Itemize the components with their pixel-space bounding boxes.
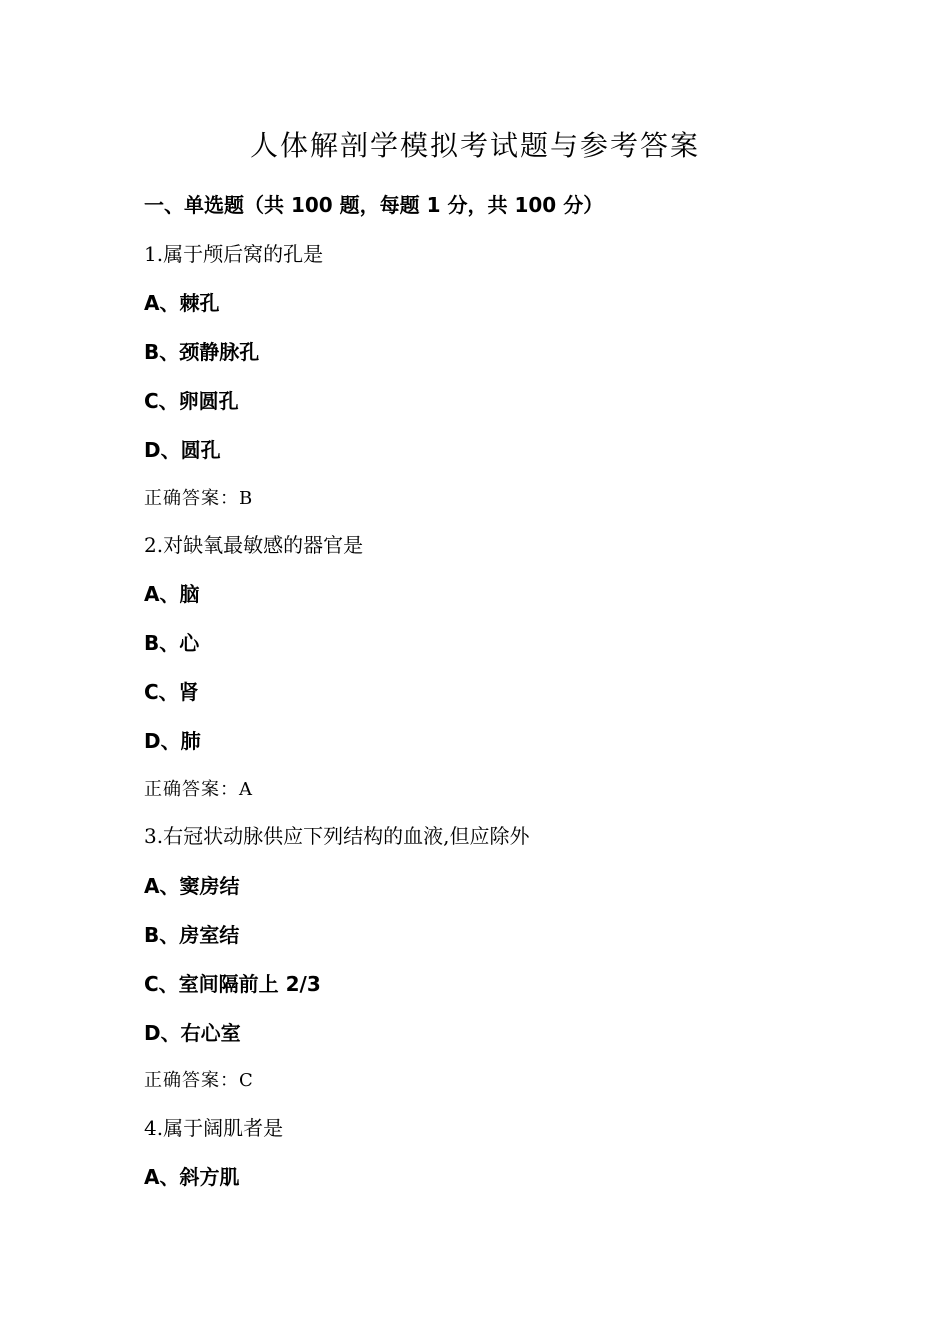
option-a: A、窦房结: [144, 874, 240, 898]
option-c: C、室间隔前上 2/3: [144, 972, 321, 996]
question-stem: 1.属于颅后窝的孔是: [144, 242, 324, 266]
option-a: A、脑: [144, 582, 200, 606]
correct-answer: 正确答案：C: [144, 1070, 254, 1091]
option-b: B、颈静脉孔: [144, 340, 260, 364]
option-b: B、心: [144, 631, 200, 655]
option-c: C、卵圆孔: [144, 389, 239, 413]
question-stem: 4.属于阔肌者是: [144, 1116, 284, 1140]
document-title: 人体解剖学模拟考试题与参考答案: [249, 129, 700, 162]
question-stem: 3.右冠状动脉供应下列结构的血液,但应除外: [144, 824, 530, 848]
correct-answer: 正确答案：A: [144, 779, 253, 800]
option-d: D、圆孔: [144, 438, 221, 462]
option-c: C、肾: [144, 680, 199, 704]
question-stem: 2.对缺氧最敏感的器官是: [144, 533, 364, 557]
option-a: A、斜方肌: [144, 1165, 240, 1189]
option-b: B、房室结: [144, 923, 240, 947]
option-d: D、肺: [144, 729, 201, 753]
option-d: D、右心室: [144, 1021, 241, 1045]
option-a: A、棘孔: [144, 291, 220, 315]
correct-answer: 正确答案：B: [144, 488, 254, 509]
section-heading: 一、单选题（共 100 题，每题 1 分，共 100 分）: [144, 193, 604, 217]
